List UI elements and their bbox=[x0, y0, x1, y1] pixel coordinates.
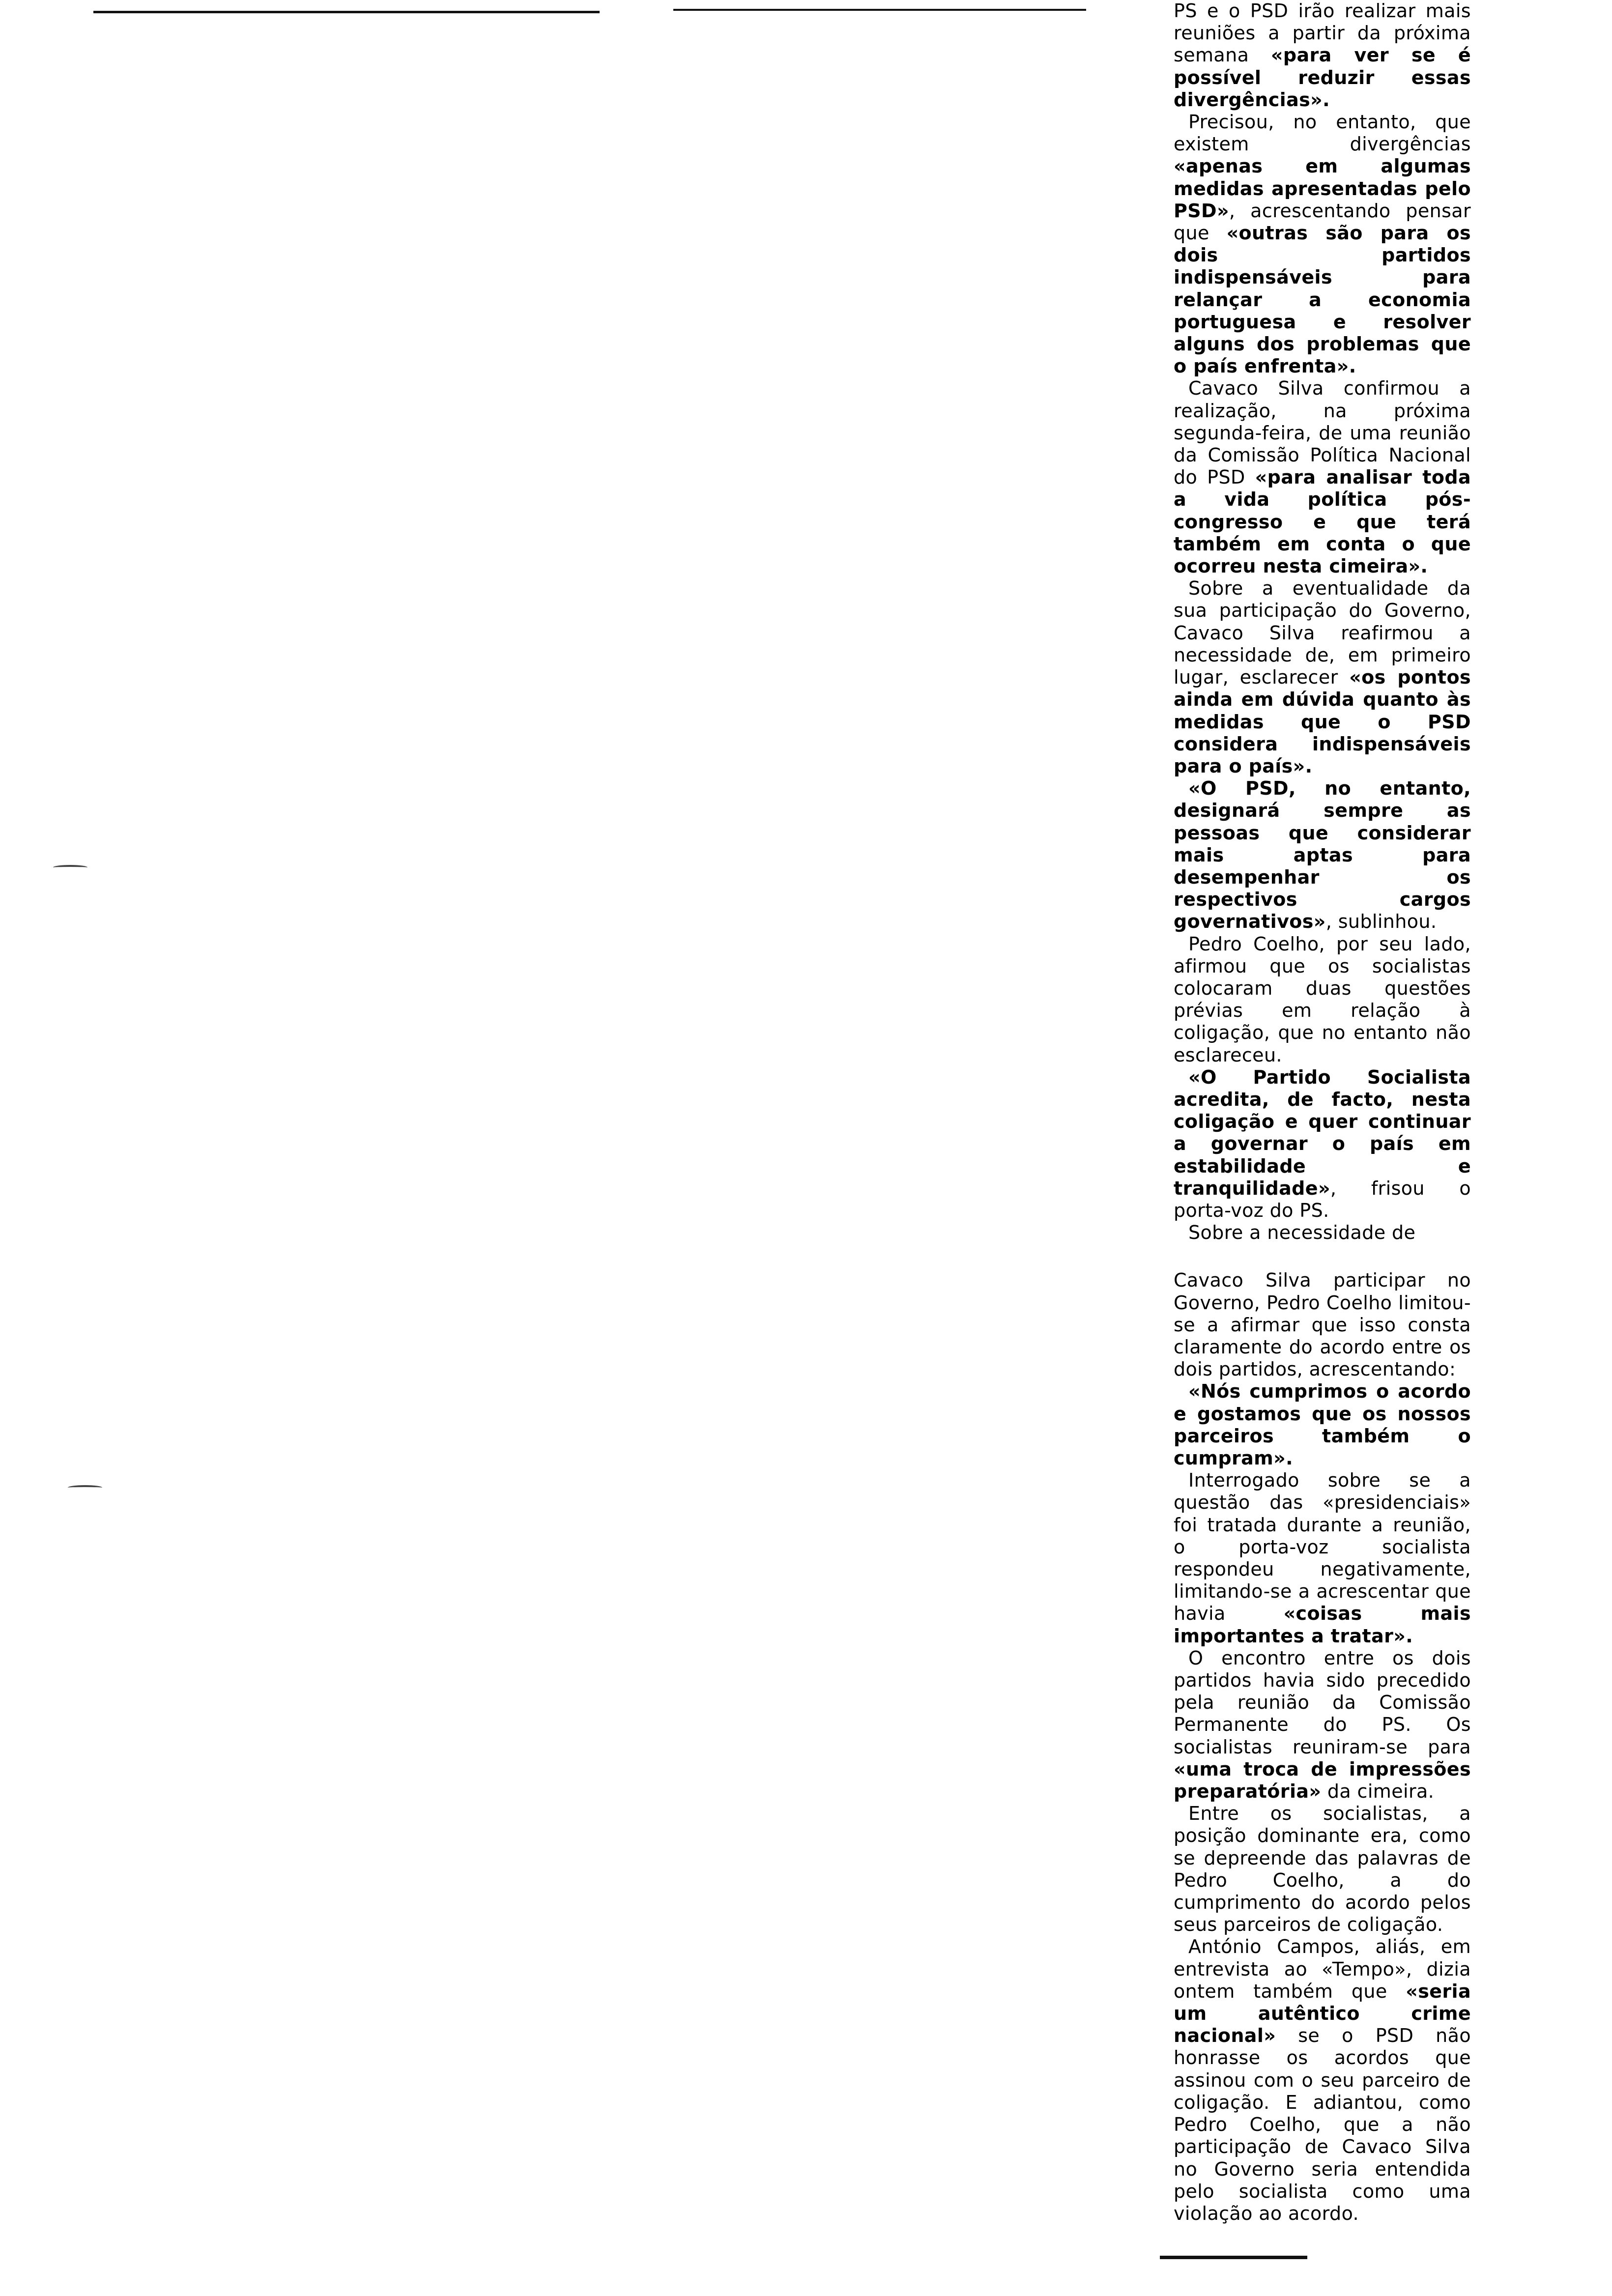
bold-quote-run: «O Partido Socialista acredita, de facto, nesta coligação e quer continuar a governar o país em estabilidade e tranquilidade» bbox=[1174, 1066, 1471, 1199]
text-run: da cimeira. bbox=[1321, 1780, 1435, 1803]
text-run: Sobre a eventualidade da sua participação do Governo, Cavaco Silva reafirmou a necessidade de, em primeiro lugar, esclarecer bbox=[1174, 577, 1471, 689]
text-run: Cavaco Silva participar no Governo, Pedro Coelho limitou-se a afirmar que isso consta claramente do acordo entre os dois partidos, acrescentando: bbox=[1174, 1269, 1471, 1380]
top-rule-middle bbox=[673, 9, 1086, 11]
text-run: PS e o PSD irão realizar mais reuniões a partir da próxima semana bbox=[1174, 0, 1471, 66]
article-paragraph bbox=[1174, 111, 1471, 377]
text-run: Sobre a necessidade de bbox=[1188, 1222, 1416, 1244]
article-end-rule bbox=[1160, 2256, 1307, 2259]
text-run: Cavaco Silva confirmou a realização, na próxima segunda-feira, de uma reunião da Comissão Política Nacional do PSD bbox=[1174, 377, 1471, 488]
article-column bbox=[1174, 0, 1471, 2225]
margin-mark bbox=[53, 865, 87, 870]
article-paragraph bbox=[1174, 1647, 1471, 1803]
text-run: , frisou o porta-voz do PS. bbox=[1174, 1177, 1471, 1221]
article-paragraph bbox=[1174, 1803, 1471, 1936]
bold-quote-run: «coisas mais importantes a tratar». bbox=[1174, 1603, 1471, 1647]
article-paragraph bbox=[1174, 1066, 1471, 1222]
text-run: Interrogado sobre se a questão das «presidenciais» foi tratada durante a reunião, o porta-voz socialista respondeu negativamente, limitando-se a acrescentar que havia bbox=[1174, 1469, 1471, 1625]
article-paragraph bbox=[1174, 1380, 1471, 1469]
article-paragraph bbox=[1174, 1469, 1471, 1647]
article-paragraph bbox=[1174, 377, 1471, 577]
bold-quote-run: «O PSD, no entanto, designará sempre as pessoas que considerar mais aptas para desempenhar os respectivos cargos governativos» bbox=[1174, 777, 1471, 933]
article-paragraph bbox=[1174, 1269, 1471, 1380]
bold-quote-run: «para ver se é possível reduzir essas divergências». bbox=[1174, 44, 1471, 111]
margin-mark bbox=[68, 1485, 102, 1490]
bold-quote-run: «Nós cumprimos o acordo e gostamos que os nossos parceiros também o cumpram». bbox=[1174, 1380, 1471, 1469]
text-run: , acrescentando pensar que bbox=[1174, 200, 1471, 244]
article-paragraph bbox=[1174, 1222, 1471, 1244]
text-run: se o PSD não honrasse os acordos que assinou com o seu parceiro de coligação. E adiantou, como Pedro Coelho, que a não participação de Cavaco Silva no Governo seria entendida pelo socialista como uma violação ao acordo. bbox=[1174, 2025, 1471, 2224]
text-run: O encontro entre os dois partidos havia sido precedido pela reunião da Comissão Permanente do PS. Os socialistas reuniram-se para bbox=[1174, 1647, 1471, 1758]
article-paragraph bbox=[1174, 577, 1471, 777]
bold-quote-run: «uma troca de impressões preparatória» bbox=[1174, 1758, 1471, 1803]
text-run: António Campos, aliás, em entrevista ao «Tempo», dizia ontem também que bbox=[1174, 1936, 1471, 2002]
bold-quote-run: «para analisar toda a vida política pós-congresso e que terá também em conta o que ocorreu nesta cimeira». bbox=[1174, 466, 1471, 577]
text-run: Entre os socialistas, a posição dominante era, como se depreende das palavras de Pedro Coelho, a do cumprimento do acordo pelos seus parceiros de coligação. bbox=[1174, 1803, 1471, 1936]
bold-quote-run: «apenas em algumas medidas apresentadas pelo PSD» bbox=[1174, 155, 1471, 222]
article-paragraph bbox=[1174, 933, 1471, 1066]
bold-quote-run: «seria um autêntico crime nacional» bbox=[1174, 1980, 1471, 2047]
bold-quote-run: «outras são para os dois partidos indispensáveis para relançar a economia portuguesa e resolver alguns dos problemas que o país enfrenta». bbox=[1174, 222, 1471, 377]
text-run: Pedro Coelho, por seu lado, afirmou que os socialistas colocaram duas questões prévias em relação à coligação, que no entanto não esclareceu. bbox=[1174, 933, 1471, 1066]
article-paragraph bbox=[1174, 777, 1471, 933]
text-run: , sublinhou. bbox=[1325, 911, 1437, 933]
article-paragraph bbox=[1174, 1936, 1471, 2225]
text-run: Precisou, no entanto, que existem divergências bbox=[1174, 111, 1471, 155]
article-paragraph bbox=[1174, 0, 1471, 111]
top-rule-left bbox=[93, 11, 600, 13]
bold-quote-run: «os pontos ainda em dúvida quanto às medidas que o PSD considera indispensáveis para o país». bbox=[1174, 666, 1471, 777]
